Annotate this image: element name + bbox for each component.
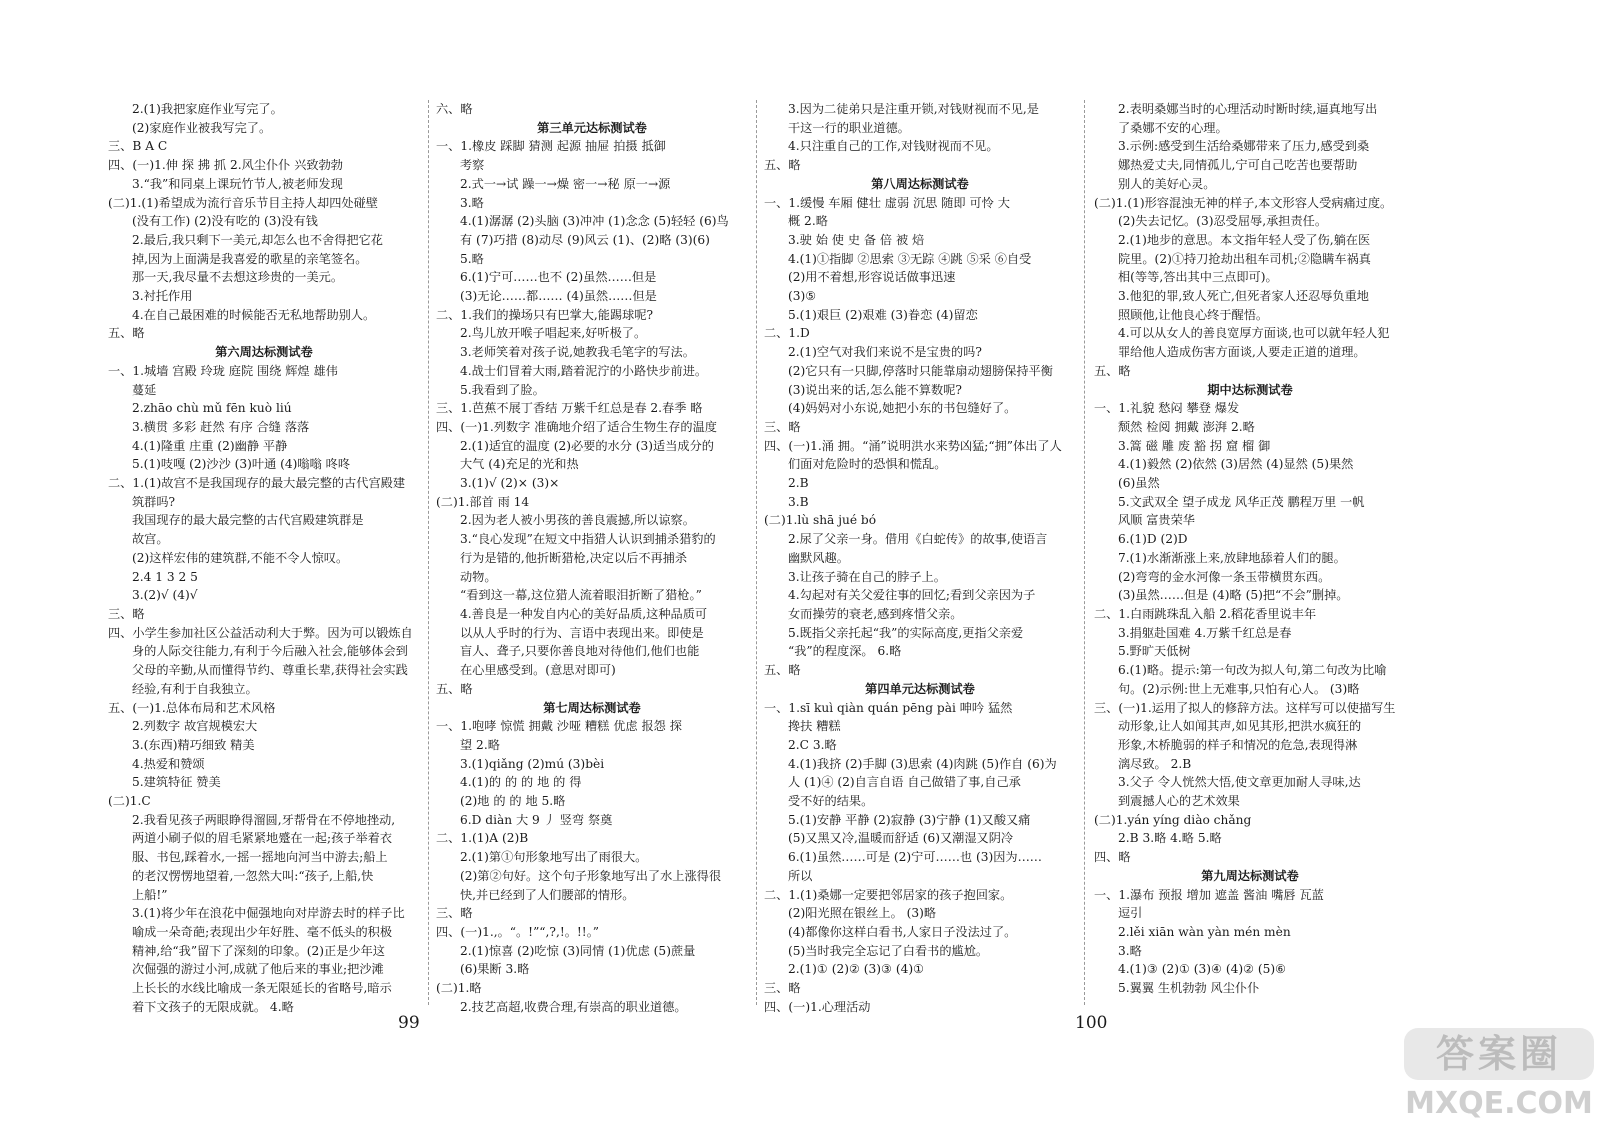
answer-line: 五、略: [764, 663, 801, 678]
answer-line: 5.(1)吱嘎 (2)沙沙 (3)叶通 (4)嗡嗡 咚咚: [132, 457, 351, 472]
answer-line: 五、略: [436, 681, 473, 696]
answer-line: 漓尽致。 2.B: [1118, 756, 1192, 771]
answer-column-4: [1094, 100, 1406, 998]
answer-line: (2)阳光照在银丝上。 (3)略: [788, 906, 937, 921]
column-divider: [756, 100, 757, 1005]
answer-column-1: [108, 100, 420, 1016]
answer-line: 六、略: [436, 102, 473, 116]
answer-line: 3.捐躯赴国难 4.万紫千红总是春: [1118, 625, 1292, 640]
answer-line: 以从人乎时的行为、言语中表现出来。即使是: [460, 625, 704, 640]
answer-line: 二、1.(1)故宫不是我国现存的最大最完整的古代宫殿建: [108, 476, 406, 491]
answer-line: 4.(1)潺潺 (2)头脑 (3)冲冲 (1)念念 (5)轻轻 (6)鸟: [460, 214, 729, 229]
answer-line: (6)果断 3.略: [460, 962, 530, 977]
answer-line: 3.(1)qiǎng (2)mú (3)bèi: [460, 756, 605, 771]
answer-line: 3.(1)将少年在浪花中倔强地向对岸游去时的样子比: [132, 906, 405, 921]
answer-line: 五、略: [108, 326, 145, 341]
answer-line: 望 2.略: [460, 737, 500, 752]
answer-line: 四、小学生参加社区公益活动利大于弊。因为可以锻炼自: [108, 625, 413, 640]
answer-line: 风顺 富贵荣华: [1118, 513, 1195, 528]
answer-line: 别人的美好心灵。: [1118, 176, 1216, 191]
answer-line: 受不好的结果。: [788, 794, 874, 809]
answer-line: 2.zhāo chù mǔ fēn kuò liú: [132, 401, 292, 416]
answer-line: 上船!”: [132, 887, 168, 902]
answer-line: 干这一行的职业道德。: [788, 120, 910, 135]
section-heading: 第三单元达标测试卷: [537, 120, 647, 135]
watermark-url: MXQE.COM: [1405, 1086, 1593, 1121]
answer-line: 在心里感受到。(意思对即可): [460, 663, 616, 678]
answer-line: 二、1.(1)A (2)B: [436, 831, 529, 846]
answer-line: 一、1.咆哮 惊慌 拥戴 沙哑 糟糕 优虑 报怨 探: [436, 719, 682, 734]
answer-line: 4.(1)③ (2)① (3)④ (4)② (5)⑥: [1118, 962, 1287, 977]
answer-line: 一、1.礼貌 愁闷 攀登 爆发: [1094, 401, 1240, 416]
answer-line: 3.篙 磁 雕 废 豁 拐 窟 榴 御: [1118, 438, 1271, 453]
answer-line: 5.我看到了脸。: [460, 382, 545, 397]
answer-line: (二)1.略: [436, 981, 482, 996]
answer-line: 2.因为老人被小男孩的善良震撼,所以谅察。: [460, 513, 695, 528]
answer-line: (没有工作) (2)没有吃的 (3)没有钱: [132, 214, 318, 229]
answer-line: 3.“我”和同桌上课玩竹节人,被老师发现: [132, 176, 343, 191]
answer-line: (6)虽然: [1118, 476, 1160, 491]
answer-line: (5)当时我完全忘记了白看书的尴尬。: [788, 943, 989, 958]
section-heading: 第九周达标测试卷: [1201, 868, 1299, 883]
answer-line: 3.示例:感受到生活给桑娜带来了压力,感受到桑: [1118, 139, 1370, 154]
answer-line: 2.(1)第①句形象地写出了雨很大。: [460, 850, 648, 865]
answer-line: 经验,有利于自我独立。: [132, 681, 258, 696]
answer-line: 精神,给“我”留下了深刻的印象。(2)正是少年这: [132, 943, 385, 958]
site-watermark: [1404, 1028, 1594, 1128]
answer-line: 2.(1)地步的意思。本文指年轻人受了伤,躺在医: [1118, 232, 1371, 247]
answer-line: 2.鸟儿放开喉子唱起来,好听极了。: [460, 326, 647, 341]
section-heading: 期中达标测试卷: [1207, 382, 1293, 397]
answer-line: 2.(1)① (2)② (3)③ (4)①: [788, 962, 925, 977]
answer-line: 有 (7)巧措 (8)动尽 (9)风云 (1)、(2)略 (3)(6): [460, 232, 710, 247]
answer-line: 三、略: [764, 419, 801, 434]
answer-line: 2.B: [788, 476, 809, 491]
answer-line: (二)1.lù shā jué bó: [764, 513, 877, 528]
answer-line: 2.C 3.略: [788, 737, 837, 752]
answer-line: 三、略: [764, 981, 801, 996]
answer-line: 6.D diàn 大 9 丿 竖弯 祭奠: [460, 812, 613, 827]
answer-line: 两道小刷子似的眉毛紧紧地蹙在一起;孩子举着衣: [132, 831, 393, 846]
answer-line: 2.尿了父亲一身。借用《白蛇传》的故事,使语言: [788, 532, 1048, 547]
answer-line: 院里。(2)①持刀抢劫出租车司机;②隐瞒车祸真: [1118, 251, 1371, 266]
answer-line: 4.(1)隆重 庄重 (2)幽静 平静: [132, 438, 288, 453]
answer-line: 大气 (4)充足的光和热: [460, 457, 579, 472]
answer-line: 父母的辛勤,从而懂得节约、尊重长辈,获得社会实践: [132, 663, 408, 678]
answer-line: 二、1.D: [764, 326, 810, 341]
answer-line: (二)1.C: [108, 794, 151, 809]
answer-line: (5)又黑又冷,温暖而舒适 (6)又潮湿又阴冷: [788, 831, 1014, 846]
answer-line: 所以: [788, 868, 813, 883]
answer-line: (4)妈妈对小东说,她把小东的书包缝好了。: [788, 401, 1017, 416]
answer-column-3: [764, 100, 1076, 1016]
answer-line: 5.略: [460, 251, 484, 266]
answer-line: 二、1.(1)桑娜一定要把邻居家的孩子抱回家。: [764, 887, 1013, 902]
answer-line: 3.“良心发现”在短文中指猎人认识到捕杀猎豹的: [460, 532, 716, 547]
answer-line: 三、B A C: [108, 139, 168, 154]
answer-line: 考察: [460, 158, 485, 173]
answer-line: 五、(一)1.总体布局和艺术风格: [108, 700, 276, 715]
answer-line: 了桑娜不安的心理。: [1118, 120, 1228, 135]
answer-line: 蔓延: [132, 382, 157, 397]
answer-line: 句。(2)示例:世上无难事,只怕有心人。 (3)略: [1118, 681, 1360, 696]
watermark-logo-text: 答案圈: [1404, 1028, 1594, 1080]
answer-line: 3.(1)√ (2)× (3)×: [460, 476, 560, 491]
answer-line: 动形象,让人如闻其声,如见其形,把洪水疯狂的: [1118, 719, 1362, 734]
answer-line: 女而操劳的衰老,感到疼惜父亲。: [788, 606, 963, 621]
answer-line: (二)1.部首 雨 14: [436, 494, 530, 509]
answer-line: 颓然 检阅 拥戴 澎湃 2.略: [1118, 419, 1255, 434]
answer-line: 行为是错的,他折断猎枪,决定以后不再捕杀: [460, 550, 688, 565]
answer-line: (4)都像你这样白看书,人家日子没法过了。: [788, 924, 1017, 939]
answer-line: 2.4 1 3 2 5: [132, 569, 198, 584]
answer-line: 3.横贯 多彩 赶然 有序 合缝 落落: [132, 419, 310, 434]
answer-line: 4.勾起对有关父爱往事的回忆;看到父亲因为子: [788, 588, 1036, 603]
answer-line: 四、(一)1.伸 探 拂 抓 2.风尘仆仆 兴致勃勃: [108, 158, 343, 173]
answer-line: (2)地 的 的 地 5.略: [460, 794, 566, 809]
answer-line: (3)说出来的话,怎么能不算数呢?: [788, 382, 962, 397]
answer-line: 3.(2)√ (4)√: [132, 588, 198, 603]
section-heading: 第八周达标测试卷: [871, 176, 969, 191]
answer-line: 6.(1)虽然……可是 (2)宁可……也 (3)因为……: [788, 850, 1042, 865]
answer-line: 2.表明桑娜当时的心理活动时断时续,逼真地写出: [1118, 102, 1378, 116]
answer-line: 一、1.瀑布 预报 增加 遮盖 酱油 嘴唇 瓦蓝: [1094, 887, 1324, 902]
answer-line: 五、略: [1094, 363, 1131, 378]
answer-line: 四、略: [1094, 850, 1131, 865]
answer-line: 4.(1)我挤 (2)手脚 (3)思索 (4)肉跳 (5)作自 (6)为: [788, 756, 1057, 771]
answer-line: 幽默风趣。: [788, 550, 849, 565]
answer-line: 6.(1)略。提示:第一句改为拟人句,第二句改为比喻: [1118, 663, 1387, 678]
answer-line: 五、略: [764, 158, 801, 173]
answer-line: (2)失去记忆。(3)忍受屈辱,承担责任。: [1118, 214, 1328, 229]
answer-line: (二)1.(1)形容混浊无神的样子,本文形容人受病痛过度。: [1094, 195, 1393, 210]
answer-line: 三、略: [108, 606, 145, 621]
answer-line: 2.(1)惊喜 (2)吃惊 (3)同情 (1)优虑 (5)蔗量: [460, 943, 696, 958]
answer-line: 4.在自己最困难的时候能否无私地帮助别人。: [132, 307, 376, 322]
answer-line: 3.略: [460, 195, 484, 210]
answer-line: 快,并已经到了人们腰部的情形。: [460, 887, 635, 902]
answer-line: 三、(一)1.运用了拟人的修辞方法。这样写可以使描写生: [1094, 700, 1396, 715]
answer-line: 2.技艺高超,收费合理,有崇高的职业道德。: [460, 999, 687, 1014]
answer-line: 喻成一朵奇葩;表现出少年好胜、毫不低头的积极: [132, 924, 393, 939]
answer-line: 6.(1)D (2)D: [1118, 532, 1188, 547]
answer-line: 身的人际交往能力,有利于今后融入社会,能够体会到: [132, 644, 408, 659]
answer-line: 搀扶 糟糕: [788, 719, 841, 734]
answer-line: 二、1.我们的操场只有巴掌大,能踢球呢?: [436, 307, 654, 322]
answer-line: 动物。: [460, 569, 497, 584]
answer-line: 4.(1)毅然 (2)依然 (3)居然 (4)显然 (5)果然: [1118, 457, 1354, 472]
answer-line: 2.B 3.略 4.略 5.略: [1118, 831, 1222, 846]
answer-line: 形象,木桥脆弱的样子和情况的危急,表现得淋: [1118, 737, 1358, 752]
answer-column-2: [436, 100, 748, 1016]
answer-line: 2.式一→试 躁一→燥 密一→秘 原一→源: [460, 176, 671, 191]
answer-line: 5.文武双全 望子成龙 风华正茂 鹏程万里 一帆: [1118, 494, 1365, 509]
answer-line: 概 2.略: [788, 214, 828, 229]
answer-line: 一、1.橡皮 踩脚 猜测 起源 抽屉 拍摄 抵御: [436, 139, 666, 154]
answer-line: “看到这一幕,这位猎人流着眼泪折断了猎枪。”: [460, 588, 702, 603]
answer-line: 2.最后,我只剩下一美元,却怎么也不舍得把它花: [132, 232, 383, 247]
answer-line: 娜热爱丈夫,同情孤儿,宁可自己吃苦也要帮助: [1118, 158, 1358, 173]
answer-line: (2)它只有一只脚,停落时只能靠扇动翅膀保持平衡: [788, 363, 1053, 378]
answer-line: 上长长的水线比喻成一条无限延长的省略号,暗示: [132, 981, 392, 996]
answer-line: 相(等等,答出其中三点即可)。: [1118, 270, 1278, 285]
answer-line: 一、1.城墙 宫殿 玲珑 庭院 围绕 辉煌 雄伟: [108, 363, 338, 378]
section-heading: 第六周达标测试卷: [215, 345, 313, 360]
answer-line: 5.既指父亲托起“我”的实际高度,更指父亲爱: [788, 625, 1024, 640]
section-heading: 第七周达标测试卷: [543, 700, 641, 715]
answer-line: 4.善良是一种发自内心的美好品质,这种品质可: [460, 606, 708, 621]
section-heading: 第四单元达标测试卷: [865, 681, 975, 696]
answer-line: 5.(1)安静 平静 (2)寂静 (3)宁静 (1)又酸又痛: [788, 812, 1031, 827]
answer-line: 四、(一)1.心理活动: [764, 999, 871, 1014]
answer-line: 2.(1)我把家庭作业写完了。: [132, 102, 283, 116]
answer-line: 5.(1)艰巨 (2)艰难 (3)眷恋 (4)留恋: [788, 307, 978, 322]
answer-line: (2)用不着想,形容说话做事迅速: [788, 270, 956, 285]
answer-line: 3.驶 始 使 史 备 倍 被 焙: [788, 232, 925, 247]
answer-line: 的老汉愣愣地望着,一忽然大叫:“孩子,上船,快: [132, 868, 374, 883]
answer-line: 4.战士们冒着大雨,踏着泥泞的小路快步前进。: [460, 363, 708, 378]
answer-line: 人 (1)④ (2)自言自语 自己做错了事,自己承: [788, 775, 1021, 790]
answer-line: 4.热爱和赞颂: [132, 756, 205, 771]
answer-line: 2.(1)适宜的温度 (2)必要的水分 (3)适当成分的: [460, 438, 714, 453]
answer-line: 4.(1)的 的 的 地 的 得: [460, 775, 582, 790]
column-divider: [1084, 100, 1085, 1005]
answer-line: 四、(一)1.涌 拥。“涌”说明洪水来势凶猛;“拥”体出了人: [764, 438, 1062, 453]
answer-line: 三、1.芭蕉不展丁香结 万紫千红总是春 2.春季 略: [436, 401, 703, 416]
answer-line: (3)虽然……但是 (4)略 (5)把“不会”删掉。: [1118, 588, 1349, 603]
answer-line: 3.让孩子骑在自己的脖子上。: [788, 569, 946, 584]
answer-line: 7.(1)水渐渐涨上来,放肆地舔着人们的腿。: [1118, 550, 1346, 565]
answer-line: (二)1.(1)希望成为流行音乐节目主持人却四处碰壁: [108, 195, 378, 210]
answer-line: 二、1.白雨跳珠乱入船 2.稻花香里说丰年: [1094, 606, 1317, 621]
answer-line: 3.因为二徒弟只是注重开锁,对钱财视而不见,是: [788, 102, 1039, 116]
answer-line: 故宫。: [132, 532, 169, 547]
answer-line: “我”的程度深。 6.略: [788, 644, 902, 659]
page-number-right: 100: [1075, 1013, 1108, 1033]
answer-line: 3.父子 令人恍然大悟,使文章更加耐人寻味,达: [1118, 775, 1361, 790]
answer-line: 逗引: [1118, 906, 1143, 921]
answer-line: 3.老师笑着对孩子说,她教我毛笔字的写法。: [460, 345, 695, 360]
answer-line: 们面对危险时的恐惧和慌乱。: [788, 457, 947, 472]
answer-line: (2)家庭作业被我写完了。: [132, 120, 272, 135]
answer-line: 6.(1)宁可……也不 (2)虽然……但是: [460, 270, 657, 285]
answer-line: 3.B: [788, 494, 809, 509]
answer-line: 5.野旷天低树: [1118, 644, 1191, 659]
answer-line: 照顾他,让他良心终于醒悟。: [1118, 307, 1269, 322]
page-number-left: 99: [398, 1013, 420, 1033]
answer-line: (3)⑤: [788, 289, 817, 304]
answer-line: 我国现存的最大最完整的古代宫殿建筑群是: [132, 513, 364, 528]
answer-line: 次倔强的游过小河,成就了他后来的事业;把沙滩: [132, 962, 384, 977]
answer-line: 5.建筑特征 赞美: [132, 775, 221, 790]
answer-line: 四、(一)1.,。“。!”“,?,!。!!。”: [436, 924, 600, 939]
answer-line: 一、1.缓慢 车厢 健壮 虚弱 沉思 随即 可怜 大: [764, 195, 1010, 210]
answer-line: 盲人、聋子,只要你善良地对待他们,他们也能: [460, 644, 700, 659]
answer-line: 3.略: [1118, 943, 1142, 958]
answer-line: 掉,因为上面满是我喜爱的歌星的亲笔签名。: [132, 251, 368, 266]
answer-line: 筑群吗?: [132, 494, 176, 509]
answer-line: (2)弯弯的金水河像一条玉带横贯东西。: [1118, 569, 1331, 584]
answer-line: 到震撼人心的艺术效果: [1118, 794, 1240, 809]
answer-line: (3)无论……都…… (4)虽然……但是: [460, 289, 657, 304]
answer-line: (2)这样宏伟的建筑群,不能不令人惊叹。: [132, 550, 349, 565]
column-divider: [428, 100, 429, 1005]
answer-line: 2.lěi xiān wàn yàn mén mèn: [1118, 924, 1291, 939]
answer-line: 四、(一)1.列数字 准确地介绍了适合生物生存的温度: [436, 419, 717, 434]
answer-line: 那一天,我尽量不去想这珍贵的一美元。: [132, 270, 344, 285]
answer-line: 3.(东西)精巧细致 精美: [132, 737, 255, 752]
answer-line: (二)1.yán yíng diào chǎng: [1094, 812, 1252, 827]
answer-line: 5.翼翼 生机勃勃 风尘仆仆: [1118, 981, 1260, 996]
answer-line: (2)第②句好。这个句子形象地写出了水上涨得很: [460, 868, 722, 883]
answer-line: 3.他犯的罪,致人死亡,但死者家人还忍辱负重地: [1118, 289, 1369, 304]
answer-line: 3.衬托作用: [132, 289, 193, 304]
answer-line: 4.(1)①指脚 ②思索 ③无踪 ④跳 ⑤采 ⑥自受: [788, 251, 1032, 266]
answer-line: 三、略: [436, 906, 473, 921]
answer-line: 2.列数字 故宫规模宏大: [132, 719, 258, 734]
answer-line: 一、1.sī kuì qiàn quán pēng pài 呻吟 猛然: [764, 700, 1013, 715]
answer-line: 4.只注重自己的工作,对钱财视而不见。: [788, 139, 999, 154]
answer-line: 服、书包,踩着水,一摇一摇地向河当中游去;船上: [132, 850, 388, 865]
answer-line: 罪给他人造成伤害方面谈,人要走正道的道理。: [1118, 345, 1366, 360]
answer-line: 4.可以从女人的善良宽厚方面谈,也可以就年轻人犯: [1118, 326, 1390, 341]
answer-line: 2.(1)空气对我们来说不是宝贵的吗?: [788, 345, 982, 360]
answer-line: 着下文孩子的无限成就。 4.略: [132, 999, 294, 1014]
answer-line: 2.我看见孩子两眼睁得溜圆,牙帮骨在不停地挫动,: [132, 812, 396, 827]
